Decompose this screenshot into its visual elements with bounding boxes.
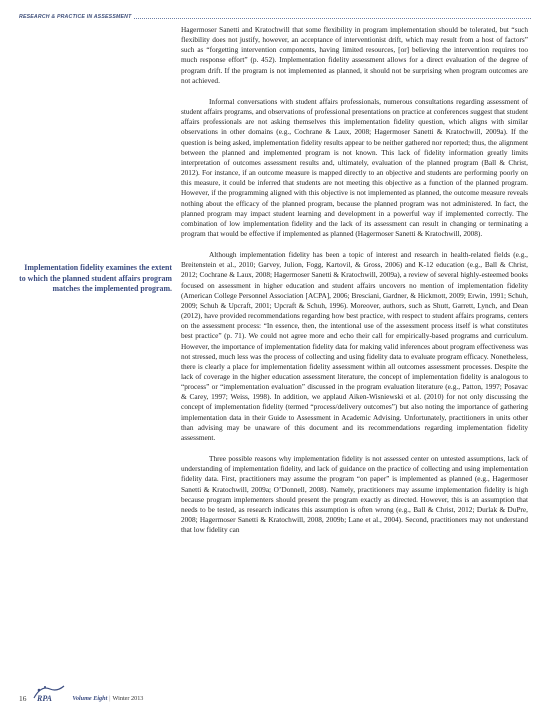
page-footer [19,681,143,703]
paragraph-3: Although implementation fidelity has been a topic of interest and research in health-related fields (e.g., Breitenstein et al., 2010; Garvey, Julion, Fogg, Kartovil, & Gross, 2006) and K-12 education (e.g., Ball & Christ, 2012; Cochrane & Laux, 2008; Hagermoser Sanetti & Kratochwill, 2009a), a review of several highly-esteemed books focused on assessment in higher education and student affairs uncovers no mention of implementation fidelity (American College Personnel Association [ACPA], 2006; Bresciani, Gardner, & Hickmott, 2009; Erwin, 1991; Schuh, 2009; Schuh & Upcraft, 2001; Upcraft & Schuh, 1996). Moreover, authors, such as Shutt, Garrett, Lynch, and Dean (2012), have provided recommendations regarding how best practice, with respect to student affairs programs, centers on the assessment process: “In essence, then, the intentional use of the assessment process itself is what constitutes best practice” (p. 71). We could not agree more and echo their call for empirically-based programs and curriculum. However, the importance of implementation fidelity data for making valid inferences about program effectiveness was not stressed, much less was the process of collecting and using fidelity data to evaluate program efficacy. Nonetheless, there is clearly a place for implementation fidelity assessment within all outcomes assessment processes. Despite the lack of coverage in the higher education assessment literature, the concept of implementation fidelity is analogous to “process” or “implementation evaluation” discussed in the program evaluation literature (e.g., Patton, 1997; Posavac & Carey, 1997; Weiss, 1998). In addition, we applaud Aiken-Wisniewski et al. (2010) for not only discussing the concept of implementation fidelity (termed “process/delivery outcomes”) but also noting the importance of gathering implementation data in their Guide to Assessment in Academic Advising. Unfortunately, practitioners in units other than advising may be unaware of this document and its recommendations regarding implementation fidelity assessment. [181,250,528,442]
paragraph-2: Informal conversations with student affairs professionals, numerous consultations regarding assessment of student affairs programs, and observations of professional presentations on practice at conferences suggest that student affairs professionals are not asking themselves this implementation fidelity question, which aligns with similar observations in other domains (e.g., Cochrane & Laux, 2008; Hagermoser Sanetti & Kratochwill, 2009a). If the question is being asked, implementation fidelity results appear to be neither gathered nor reported; thus, the alignment between the planned and implemented program is not known. This lack of fidelity information greatly limits interpretation of outcomes assessment results and, ultimately, evaluation of the planned program (Ball & Christ, 2012). For instance, if an outcome measure is mapped directly to an objective and students are performing poorly on this measure, it could be inferred that students are not meeting this objective as a function of the planned program. However, if the programming aligned with this objective is not implemented as planned, the outcome measure reveals nothing about the efficacy of the planned program, because the planned program was not administered. In fact, the planned program may impact student learning and development in a powerful way if implemented correctly. The combination of low implementation fidelity and the lack of its assessment can result in changing or terminating a program that would be effective if implemented as planned (Hagermoser Sanetti & Kratochwill, 2008). [181,96,528,238]
paragraph-4: Three possible reasons why implementation fidelity is not assessed center on untested assumptions, lack of understanding of implementation fidelity, and lack of guidance on the practice of collecting and using implementation fidelity data. First, practitioners may assume the program “on paper” is implemented as planned (e.g., Hagermoser Sanetti & Kratochwill, 2009a; O’Donnell, 2008). Namely, practitioners may assume implementation fidelity is high because program implementers should present the program exactly as directed. However, this is an assumption that needs to be tested, as research indicates this assumption is often wrong (e.g., Ball & Christ, 2012; Durlak & DuPre, 2008; Hagermoser Sanetti & Kratochwill, 2008, 2009b; Lane et al., 2004). Second, practitioners may not understand that low fidelity can [181,454,528,535]
issue-info [72,694,143,703]
article-body [181,25,528,535]
journal-title: RESEARCH & PRACTICE IN ASSESSMENT [19,14,132,20]
header-dotted-rule [134,17,531,19]
issue-separator: | [109,695,111,702]
volume-label: Volume Eight [72,695,108,702]
page-number: 16 [19,694,27,703]
paragraph-1: Hagermoser Sanetti and Kratochwill that some flexibility in program implementation should be tolerated, but “such flexibility does not justify, however, an acceptance of interventionist drift, which may result from a host of factors” such as “forgetting intervention components, having limited resources, [or] believing the intervention requires too much response effort” (p. 452). Implementation fidelity assessment allows for a direct evaluation of the degree of program drift. If the program is not implemented as planned, it should not be surprising when program outcomes are not achieved. [181,25,528,85]
rpa-logo-icon [31,683,69,703]
pull-quote: Implementation fidelity examines the extent to which the planned student affairs program matches the implemented program. [19,263,172,294]
running-header [19,11,531,23]
logo-text: RPA [37,694,53,703]
issue-label: Winter 2013 [112,695,144,702]
